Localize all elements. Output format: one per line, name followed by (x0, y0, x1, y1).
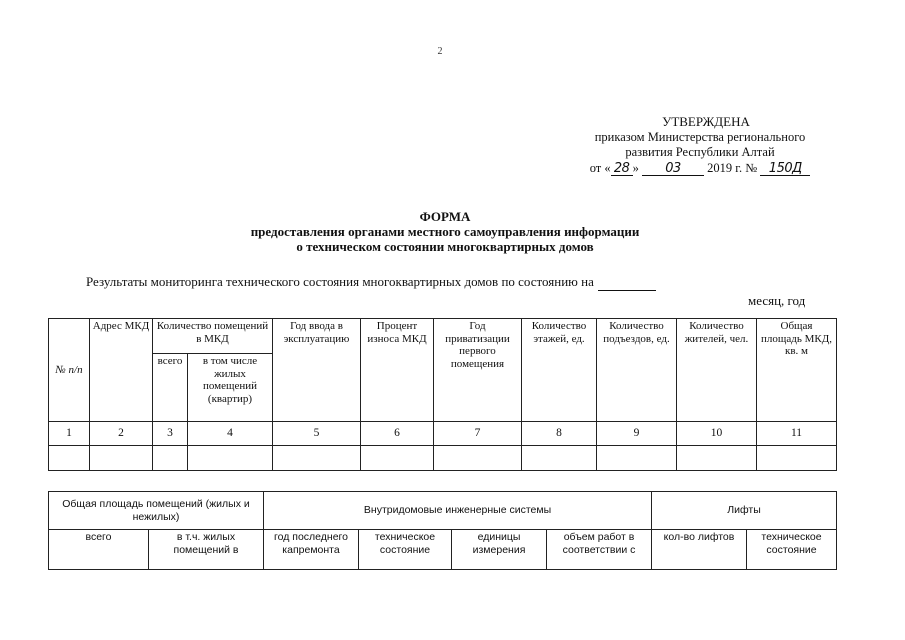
column-number: 5 (273, 422, 361, 446)
header-area-residential: в т.ч. жилых помещений в (149, 530, 264, 570)
form-heading: ФОРМА (419, 209, 471, 224)
header-num: № п/п (49, 319, 90, 422)
page-number: 2 (437, 46, 443, 57)
header-repair-year: год последнего капремонта (264, 530, 359, 570)
empty-cell (188, 446, 273, 471)
empty-cell (90, 446, 153, 471)
header-work-volume: объем работ в соответствии с (547, 530, 652, 570)
engineering-systems-table (48, 491, 837, 570)
monitoring-table (48, 318, 837, 471)
header-lift-state: техническое состояние (747, 530, 837, 570)
header-wear: Процент износа МКД (361, 319, 434, 422)
approval-stamp (560, 114, 840, 176)
header-floors: Количество этажей, ед. (522, 319, 597, 422)
header-systems-group: Внутридомовые инженерные системы (264, 492, 652, 530)
column-number: 11 (757, 422, 837, 446)
header-lift-count: кол-во лифтов (652, 530, 747, 570)
empty-cell (49, 446, 90, 471)
header-year-built: Год ввода в эксплуатацию (273, 319, 361, 422)
header-rooms-residential: в том числе жилых помещений (квартир) (188, 354, 273, 422)
results-text: Результаты мониторинга технического состояния многоквартирных домов по состоянию на (86, 274, 594, 289)
column-number: 4 (188, 422, 273, 446)
header-area-group: Общая площадь помещений (жилых и нежилых) (49, 492, 264, 530)
column-number: 7 (434, 422, 522, 446)
form-subtitle-2: о техническом состоянии многоквартирных домов (296, 239, 594, 254)
header-tech-state: техническое состояние (359, 530, 452, 570)
empty-cell (434, 446, 522, 471)
date-prefix: от « (589, 160, 611, 175)
approval-title: УТВЕРЖДЕНА (662, 114, 750, 129)
header-residents: Количество жителей, чел. (677, 319, 757, 422)
date-year: 2019 г. № (707, 160, 758, 175)
form-subtitle-1: предоставления органами местного самоуправления информации (250, 224, 640, 239)
header-area-total: всего (49, 530, 149, 570)
handwritten-day: 28 (611, 162, 633, 176)
date-hint: месяц, год (748, 293, 806, 308)
header-address: Адрес МКД (90, 319, 153, 422)
empty-cell (153, 446, 188, 471)
empty-cell (757, 446, 837, 471)
empty-cell (597, 446, 677, 471)
form-title (200, 209, 690, 254)
empty-cell (361, 446, 434, 471)
column-number: 1 (49, 422, 90, 446)
date-mid: » (632, 160, 639, 175)
approval-line-1: приказом Министерства регионального (594, 129, 806, 144)
header-units: единицы измерения (452, 530, 547, 570)
header-lifts-group: Лифты (652, 492, 837, 530)
column-number: 9 (597, 422, 677, 446)
handwritten-month: 03 (642, 162, 704, 176)
empty-cell (273, 446, 361, 471)
column-number: 6 (361, 422, 434, 446)
column-number: 2 (90, 422, 153, 446)
approval-line-2: развития Республики Алтай (625, 145, 775, 159)
empty-data-row (49, 446, 837, 471)
approval-date-line (560, 161, 840, 177)
header-rooms: Количество помещений в МКД (153, 319, 273, 354)
empty-cell (522, 446, 597, 471)
column-number: 8 (522, 422, 597, 446)
header-area: Общая площадь МКД, кв. м (757, 319, 837, 422)
header-entrances: Количество подъездов, ед. (597, 319, 677, 422)
column-number: 10 (677, 422, 757, 446)
date-blank (598, 274, 656, 291)
header-rooms-total: всего (153, 354, 188, 422)
header-privatization: Год приватизации первого помещения (434, 319, 522, 422)
results-line (86, 274, 656, 291)
empty-cell (677, 446, 757, 471)
column-number: 3 (153, 422, 188, 446)
handwritten-order-number: 150Д (760, 162, 810, 176)
